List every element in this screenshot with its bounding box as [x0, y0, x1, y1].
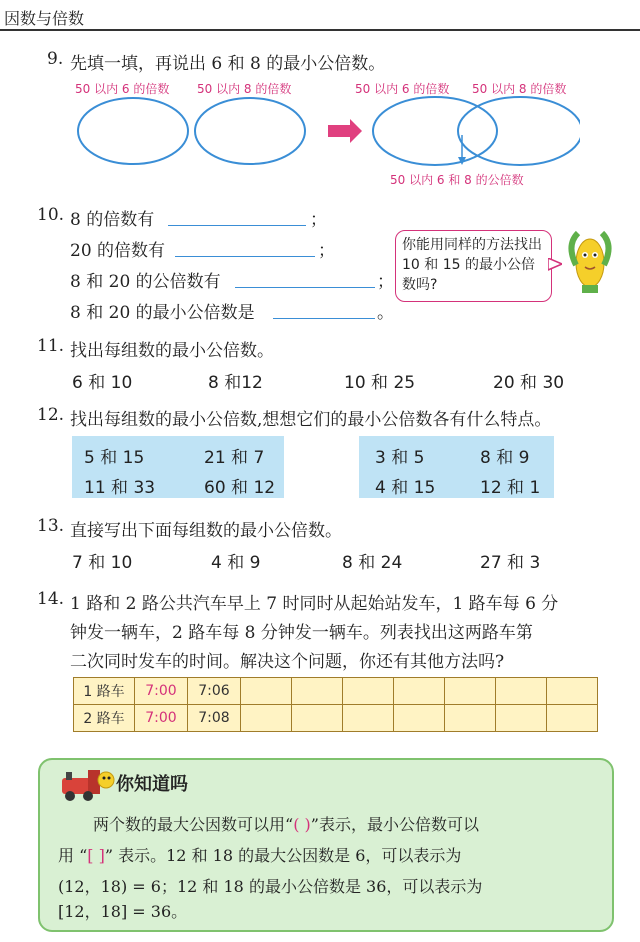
paren-notation: ( )	[293, 815, 311, 834]
q9-number: 9.	[47, 49, 64, 69]
q9-label-right2: 50 以内 8 的倍数	[472, 82, 567, 96]
q10-line4: 8 和 20 的最小公倍数是	[70, 303, 255, 323]
q10-line1: 8 的倍数有	[70, 210, 155, 230]
table-cell[interactable]	[445, 678, 496, 705]
q13-pair-4: 27 和 3	[480, 553, 541, 573]
q10-blank1[interactable]	[168, 205, 306, 226]
q14-line2: 钟发一辆车，2 路车每 8 分钟发一辆车。列表找出这两路车第	[70, 623, 533, 643]
venn-circle-6	[373, 97, 497, 165]
table-cell[interactable]	[394, 705, 445, 732]
q10-period: 。	[377, 303, 394, 323]
venn-circle-8	[458, 97, 580, 165]
q12-left-4: 60 和 12	[204, 478, 276, 498]
q11-pair-2: 8 和12	[208, 373, 263, 393]
q9-label-left1: 50 以内 6 的倍数	[75, 82, 170, 96]
table-cell[interactable]	[547, 705, 598, 732]
know-line-2-a: 用 “	[58, 846, 88, 865]
q12-text: 找出每组数的最小公倍数,想想它们的最小公倍数各有什么特点。	[70, 410, 552, 430]
bus1-time-1: 7:00	[135, 678, 188, 705]
know-line-1-a: 两个数的最大公因数可以用“	[93, 815, 294, 834]
know-line-4: [12，18] = 36。	[58, 902, 188, 921]
q13-text: 直接写出下面每组数的最小公倍数。	[70, 521, 342, 541]
header-divider	[0, 29, 640, 31]
bus1-time-2: 7:06	[188, 678, 241, 705]
know-line-2-b: ” 表示。12 和 18 的最大公因数是 6，可以表示为	[104, 846, 462, 865]
q14-number: 14.	[37, 589, 65, 609]
q11-pair-4: 20 和 30	[493, 373, 565, 393]
arrow-right-icon	[328, 119, 362, 143]
table-cell[interactable]	[241, 678, 292, 705]
hint-callout	[395, 230, 552, 302]
q10-blank4[interactable]	[273, 298, 375, 319]
q9-label-right1: 50 以内 6 的倍数	[355, 82, 450, 96]
q12-right-1: 3 和 5	[375, 448, 425, 468]
q10-blank2[interactable]	[175, 236, 315, 257]
q14-line3: 二次同时发车的时间。解决这个问题，你还有其他方法吗?	[70, 652, 505, 672]
know-line-1-b: ”表示，最小公倍数可以	[310, 815, 479, 834]
table-cell[interactable]	[343, 678, 394, 705]
q9-label-bottom: 50 以内 6 和 8 的公倍数	[390, 173, 524, 187]
q10-semicolon1: ；	[310, 210, 327, 230]
q11-pair-3: 10 和 25	[344, 373, 416, 393]
table-cell[interactable]	[445, 705, 496, 732]
q9-label-left2: 50 以内 8 的倍数	[197, 82, 292, 96]
bus2-time-1: 7:00	[135, 705, 188, 732]
q12-right-4: 12 和 1	[480, 478, 541, 498]
hint-callout-text: 你能用同样的方法找出 10 和 15 的最小公倍数吗?	[402, 237, 542, 293]
did-you-know-title: 你知道吗	[116, 774, 188, 795]
header-title: 因数与倍数	[4, 9, 85, 28]
bus2-time-2: 7:08	[188, 705, 241, 732]
q10-semicolon2: ；	[318, 241, 335, 261]
q13-number: 13.	[37, 516, 65, 536]
q12-left-3: 11 和 33	[84, 478, 156, 498]
q12-right-3: 4 和 15	[375, 478, 436, 498]
q12-right-2: 8 和 9	[480, 448, 530, 468]
row-label-bus2: 2 路车	[74, 705, 135, 732]
q12-left-2: 21 和 7	[204, 448, 265, 468]
table-cell[interactable]	[496, 678, 547, 705]
row-label-bus1: 1 路车	[74, 678, 135, 705]
table-cell[interactable]	[292, 705, 343, 732]
know-line-3: (12，18) = 6；12 和 18 的最小公倍数是 36，可以表示为	[58, 877, 483, 896]
q11-text: 找出每组数的最小公倍数。	[70, 341, 274, 361]
circle-multiples-6	[78, 98, 188, 164]
know-line-2	[58, 840, 461, 871]
callout-tail-icon	[548, 258, 562, 272]
table-cell[interactable]	[241, 705, 292, 732]
table-row	[74, 705, 598, 732]
know-line-1	[93, 809, 479, 840]
q12-number: 12.	[37, 405, 65, 425]
bracket-notation: [ ]	[87, 846, 105, 865]
table-cell[interactable]	[292, 678, 343, 705]
q14-line1: 1 路和 2 路公共汽车早上 7 时同时从起始站发车，1 路车每 6 分	[70, 594, 559, 614]
table-cell[interactable]	[394, 678, 445, 705]
q10-line2: 20 的倍数有	[70, 241, 166, 261]
q13-pair-3: 8 和 24	[342, 553, 403, 573]
q13-pair-1: 7 和 10	[72, 553, 133, 573]
table-row	[74, 678, 598, 705]
q9-text: 先填一填，再说出 6 和 8 的最小公倍数。	[70, 54, 386, 74]
q11-number: 11.	[37, 336, 65, 356]
q10-line3: 8 和 20 的公倍数有	[70, 272, 221, 292]
q11-pair-1: 6 和 10	[72, 373, 133, 393]
q12-left-1: 5 和 15	[84, 448, 145, 468]
bus-schedule-table	[73, 677, 598, 732]
q10-number: 10.	[37, 205, 65, 225]
q13-pair-2: 4 和 9	[211, 553, 261, 573]
train-mascot-icon	[58, 766, 116, 802]
q10-blank3[interactable]	[235, 267, 375, 288]
corn-mascot-icon	[562, 225, 618, 295]
table-cell[interactable]	[496, 705, 547, 732]
q10-semicolon3: ；	[377, 272, 394, 292]
circle-multiples-8	[195, 98, 305, 164]
table-cell[interactable]	[547, 678, 598, 705]
table-cell[interactable]	[343, 705, 394, 732]
